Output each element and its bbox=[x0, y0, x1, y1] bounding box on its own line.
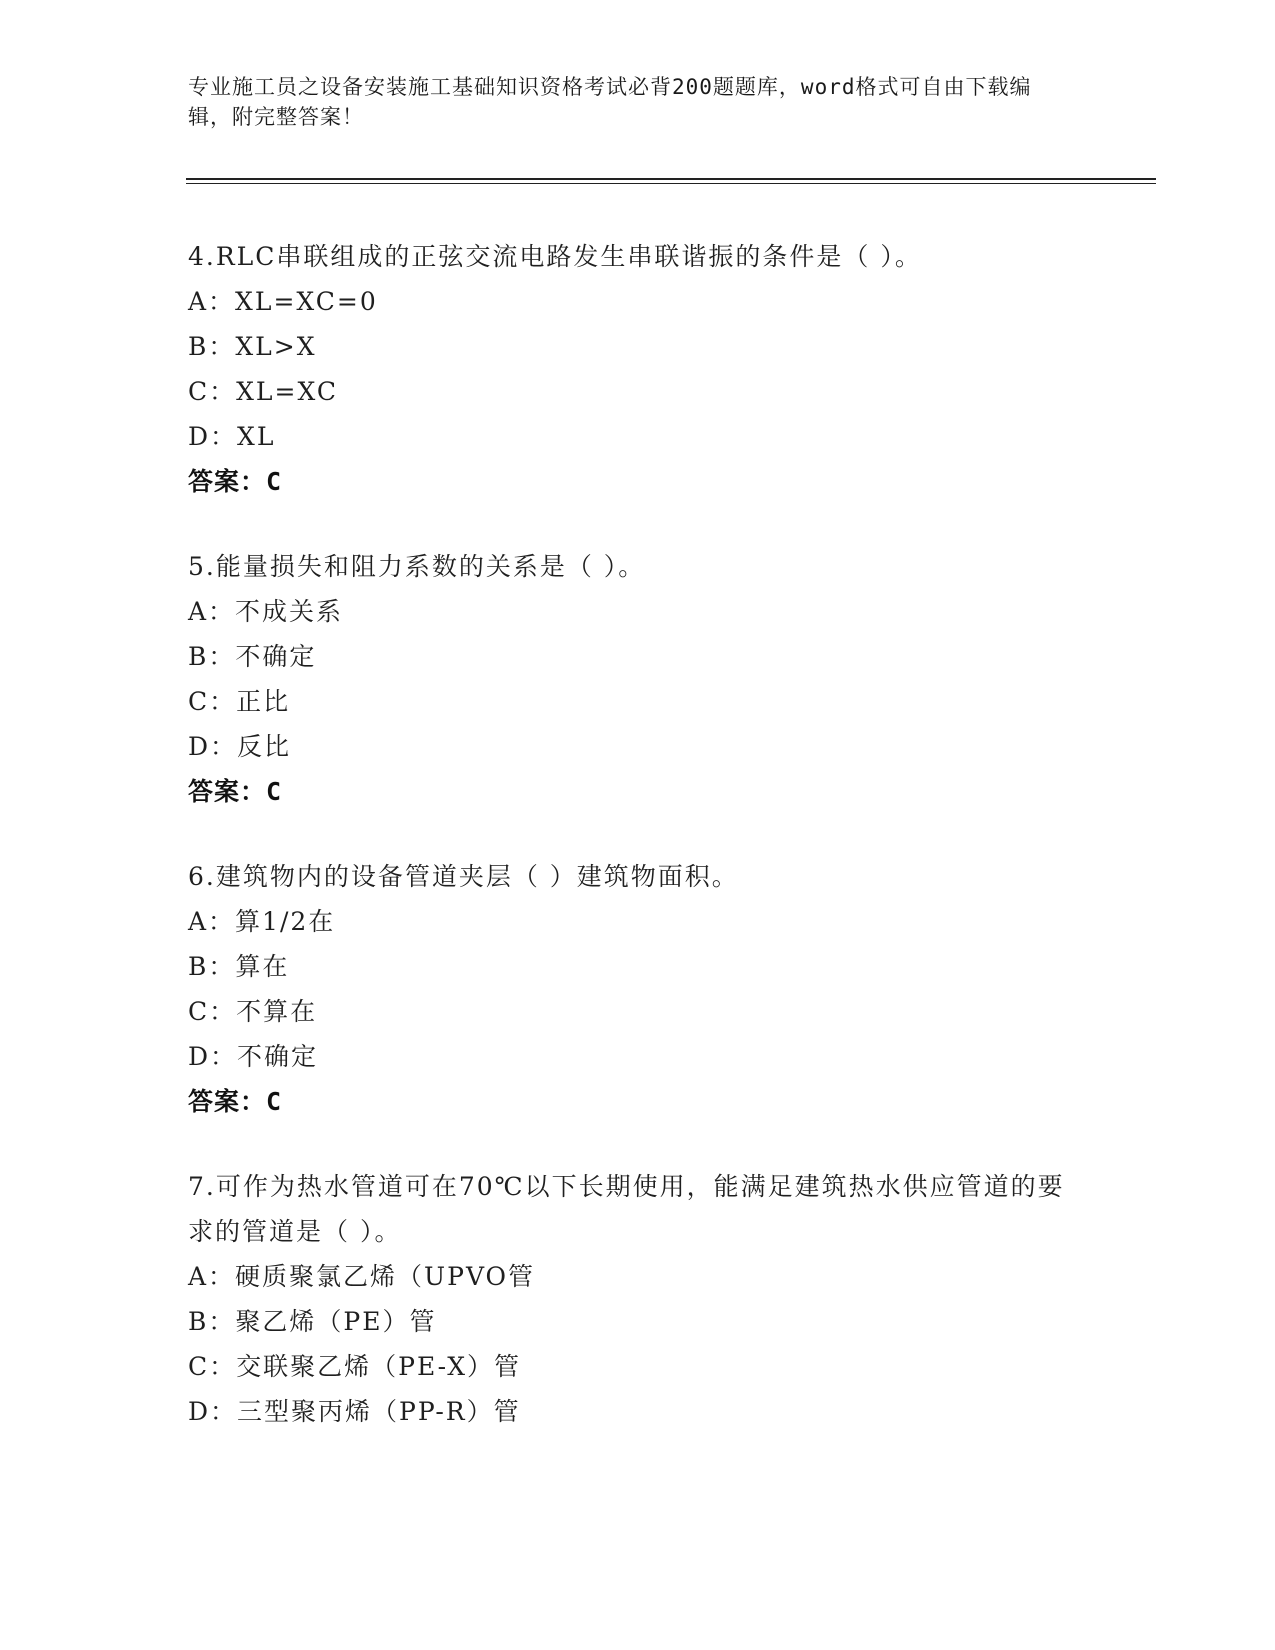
question-6 bbox=[188, 854, 1088, 1124]
question-list bbox=[188, 234, 1088, 1434]
header-divider-bottom bbox=[186, 183, 1156, 184]
answer-line bbox=[188, 769, 1088, 814]
option-c: C：不算在 bbox=[188, 997, 318, 1026]
option-d: D：三型聚丙烯（PP-R）管 bbox=[188, 1397, 521, 1426]
option-a: A：XL=XC=0 bbox=[188, 287, 378, 316]
option-a: A：硬质聚氯乙烯（UPVO管 bbox=[188, 1262, 536, 1291]
answer-label: 答案： bbox=[188, 467, 267, 496]
option-c: C：交联聚乙烯（PE-X）管 bbox=[188, 1352, 522, 1381]
answer-label: 答案： bbox=[188, 1087, 267, 1116]
option-b: B：不确定 bbox=[188, 642, 317, 671]
answer-value: C bbox=[266, 1087, 283, 1116]
answer-value: C bbox=[266, 467, 283, 496]
document-header: 专业施工员之设备安装施工基础知识资格考试必背200题题库，word格式可自由下载编辑，附完整答案！ bbox=[188, 75, 1032, 129]
header-divider-top bbox=[186, 178, 1156, 180]
question-stem: 4.RLC串联组成的正弦交流电路发生串联谐振的条件是（ ）。 bbox=[188, 242, 922, 271]
option-d: D：反比 bbox=[188, 732, 292, 761]
answer-line bbox=[188, 459, 1088, 504]
option-d: D：XL bbox=[188, 422, 276, 451]
question-stem: 5.能量损失和阻力系数的关系是（ ）。 bbox=[188, 552, 646, 581]
option-d: D：不确定 bbox=[188, 1042, 319, 1071]
option-b: B：算在 bbox=[188, 952, 290, 981]
answer-label: 答案： bbox=[188, 777, 267, 806]
question-stem: 7.可作为热水管道可在70℃以下长期使用，能满足建筑热水供应管道的要求的管道是（ ）。 bbox=[188, 1172, 1065, 1246]
option-a: A：不成关系 bbox=[188, 597, 344, 626]
answer-line bbox=[188, 1079, 1088, 1124]
question-5 bbox=[188, 544, 1088, 814]
option-a: A：算1/2在 bbox=[188, 907, 336, 936]
question-stem: 6.建筑物内的设备管道夹层（ ）建筑物面积。 bbox=[188, 862, 739, 891]
option-b: B：XL>X bbox=[188, 332, 317, 361]
question-4 bbox=[188, 234, 1088, 504]
option-b: B：聚乙烯（PE）管 bbox=[188, 1307, 437, 1336]
option-c: C：XL=XC bbox=[188, 377, 338, 406]
option-c: C：正比 bbox=[188, 687, 291, 716]
answer-value: C bbox=[266, 777, 283, 806]
question-7 bbox=[188, 1164, 1088, 1434]
